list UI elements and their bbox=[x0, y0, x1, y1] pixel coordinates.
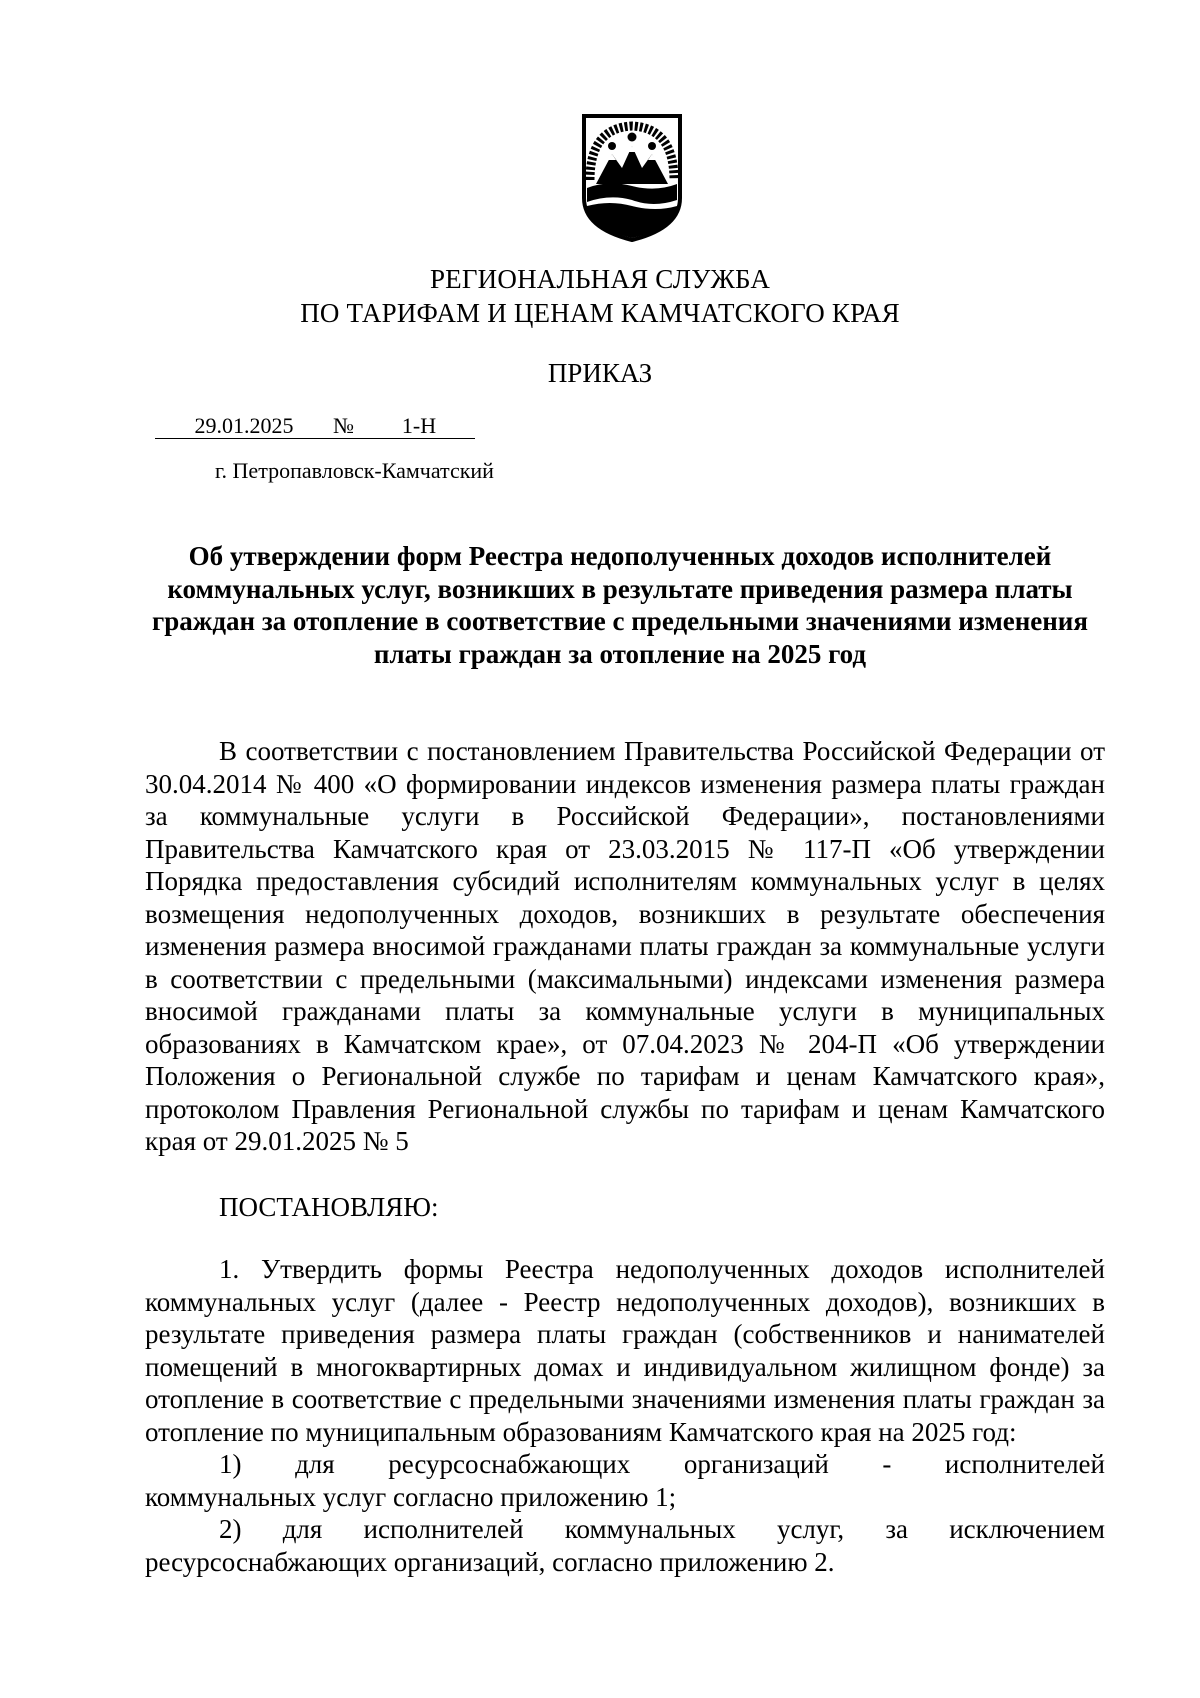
subitem-1 bbox=[145, 1448, 1105, 1513]
subitem-2-number: 2) bbox=[219, 1514, 242, 1544]
subitem-1-word: ресурсоснабжающих bbox=[388, 1449, 631, 1479]
subitem-1-word: - bbox=[882, 1449, 892, 1479]
coat-of-arms-emblem bbox=[578, 110, 686, 244]
subitem-2-word: исполнителей bbox=[363, 1514, 524, 1544]
subitem-2-word: за bbox=[885, 1514, 909, 1544]
number-sign: № bbox=[333, 414, 363, 439]
item-1-paragraph: 1. Утвердить формы Реестра недополученных доходов исполнителей коммунальных услуг (далее - Реестр недополученных доходов), возникших в результате приведения размера платы граждан (собственников и нанимателей помещений в многоквартирных домах и индивидуальном жилищном фонде) за отопление в соответствие с предельными значениями изменения платы граждан за отопление по муниципальным образованиям Камчатского края на 2025 год: bbox=[145, 1254, 1105, 1447]
document-type-title: ПРИКАЗ bbox=[547, 358, 653, 388]
subitem-2-continuation: ресурсоснабжающих организаций, согласно приложению 2. bbox=[145, 1546, 835, 1577]
subitem-2-word: коммунальных bbox=[564, 1514, 736, 1544]
subitem-1-continuation: коммунальных услуг согласно приложению 1; bbox=[145, 1481, 677, 1512]
subitem-2 bbox=[145, 1513, 1105, 1578]
agency-name-line2: ПО ТАРИФАМ И ЦЕНАМ КАМЧАТСКОГО КРАЯ bbox=[300, 298, 900, 328]
preamble-paragraph: В соответствии с постановлением Правительства Российской Федерации от 30.04.2014 № 400 «О формировании индексов изменения размера платы граждан за коммунальные услуги в Российской Федерации», постановлениями Правительства Камчатского края от 23.03.2015 № 117-П «Об утверждении Порядка предоставления субсидий исполнителям коммунальных услуг в целях возмещения недополученных доходов, возникших в результате обеспечения изменения размера вносимой гражданами платы граждан за коммунальные услуги в соответствии с предельными (максимальными) индексами изменения размера вносимой гражданами платы за коммунальные услуги в муниципальных образованиях в Камчатском крае», от 07.04.2023 № 204-П «Об утверждении Положения о Региональной службе по тарифам и ценам Камчатского края», протоколом Правления Региональной службы по тарифам и ценам Камчатского края от 29.01.2025 № 5 bbox=[145, 736, 1105, 1156]
subitem-2-word: исключением bbox=[949, 1514, 1105, 1544]
document-city: г. Петропавловск-Камчатский bbox=[215, 458, 494, 483]
subitem-1-word: для bbox=[295, 1449, 335, 1479]
subitem-2-word: услуг, bbox=[776, 1514, 845, 1544]
subitem-1-word: организаций bbox=[683, 1449, 829, 1479]
decree-heading: ПОСТАНОВЛЯЮ: bbox=[219, 1192, 439, 1222]
document-date: 29.01.2025 bbox=[155, 414, 333, 439]
subitem-1-word: исполнителей bbox=[944, 1449, 1105, 1479]
subitem-2-word: для bbox=[282, 1514, 323, 1544]
subitem-1-number: 1) bbox=[219, 1449, 242, 1479]
date-number-line bbox=[155, 413, 475, 441]
agency-name-line1: РЕГИОНАЛЬНАЯ СЛУЖБА bbox=[429, 264, 771, 294]
subitem-2-first-line bbox=[145, 1513, 1105, 1546]
document-number: 1-Н bbox=[363, 414, 475, 439]
document-subject: Об утверждении форм Реестра недополученных доходов исполнителей коммунальных услуг, возникших в результате приведения размера платы граждан за отопление в соответствие с предельными значениями изменения платы граждан за отопление на 2025 год bbox=[152, 541, 1088, 669]
subitem-1-first-line bbox=[145, 1448, 1105, 1481]
